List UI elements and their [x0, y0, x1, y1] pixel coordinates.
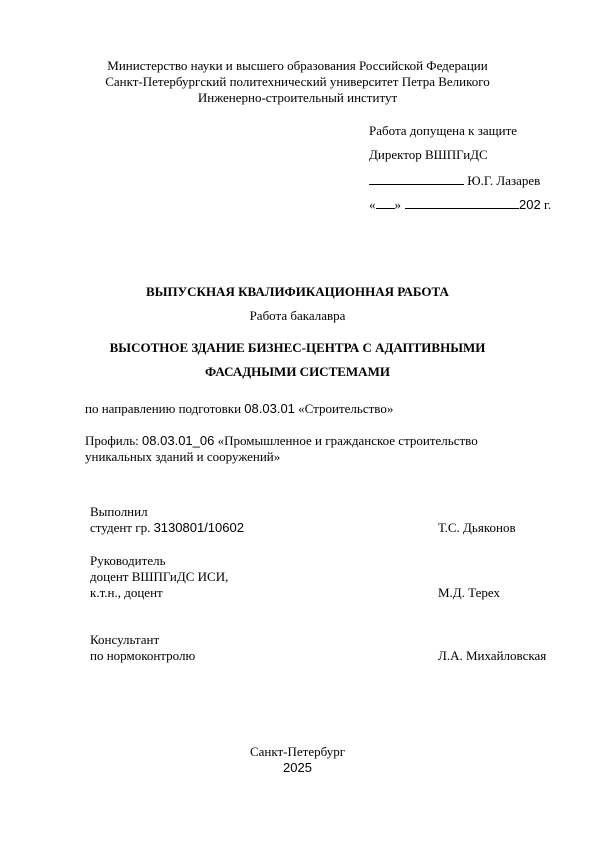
- author-group-prefix: студент гр.: [90, 520, 151, 535]
- profile-line1: [85, 433, 478, 449]
- work-subtype: Работа бакалавра: [249, 308, 346, 323]
- consultant-name: Л.А. Михайловская: [438, 648, 547, 663]
- author-name: Т.С. Дьяконов: [438, 520, 516, 535]
- director-name: Ю.Г. Лазарев: [467, 173, 541, 188]
- footer-year: 2025: [283, 760, 312, 775]
- consultant-area: по нормоконтролю: [90, 648, 196, 663]
- year-suffix: г.: [543, 197, 552, 212]
- profile-prefix: Профиль:: [85, 433, 139, 448]
- university-line: Санкт-Петербургский политехнический университет Петра Великого: [105, 74, 490, 89]
- approval-year: 202: [519, 197, 541, 212]
- date-quote-close: »: [394, 197, 401, 212]
- month-blank: [405, 195, 519, 209]
- supervisor-position: доцент ВШПГиДС ИСИ,: [90, 569, 229, 584]
- approval-line: Работа допущена к защите: [369, 123, 518, 138]
- direction-code: 08.03.01: [244, 401, 295, 416]
- direction-prefix: по направлению подготовки: [85, 401, 242, 416]
- footer-city: Санкт-Петербург: [249, 744, 346, 759]
- ministry-line: Министерство науки и высшего образования Российской Федерации: [107, 58, 488, 73]
- work-type-title: ВЫПУСКНАЯ КВАЛИФИКАЦИОННАЯ РАБОТА: [146, 284, 449, 299]
- direction-name: «Строительство»: [298, 401, 394, 416]
- topic-title-line1: ВЫСОТНОЕ ЗДАНИЕ БИЗНЕС-ЦЕНТРА С АДАПТИВНЫМИ: [109, 340, 486, 355]
- supervisor-role: Руководитель: [90, 553, 166, 568]
- profile-name-line1: «Промышленное и гражданское строительство: [217, 433, 478, 448]
- topic-title-line2: ФАСАДНЫМИ СИСТЕМАМИ: [205, 364, 390, 379]
- supervisor-name: М.Д. Терех: [438, 585, 500, 600]
- author-group: 3130801/10602: [153, 520, 244, 535]
- profile-line2: уникальных зданий и сооружений»: [85, 449, 281, 464]
- director-line: Директор ВШПГиДС: [369, 147, 488, 162]
- supervisor-degree: к.т.н., доцент: [90, 585, 163, 600]
- institute-line: Инженерно-строительный институт: [197, 90, 398, 105]
- signature-blank: [369, 171, 464, 185]
- day-blank: [376, 195, 395, 209]
- profile-code: 08.03.01_06: [142, 433, 215, 448]
- director-signature-line: [369, 171, 540, 189]
- author-group-line: [90, 520, 244, 536]
- author-role: Выполнил: [90, 504, 148, 519]
- direction-line: [85, 401, 393, 417]
- approval-date-line: [369, 195, 551, 213]
- consultant-role: Консультант: [90, 632, 160, 647]
- date-quote-open: «: [369, 197, 376, 212]
